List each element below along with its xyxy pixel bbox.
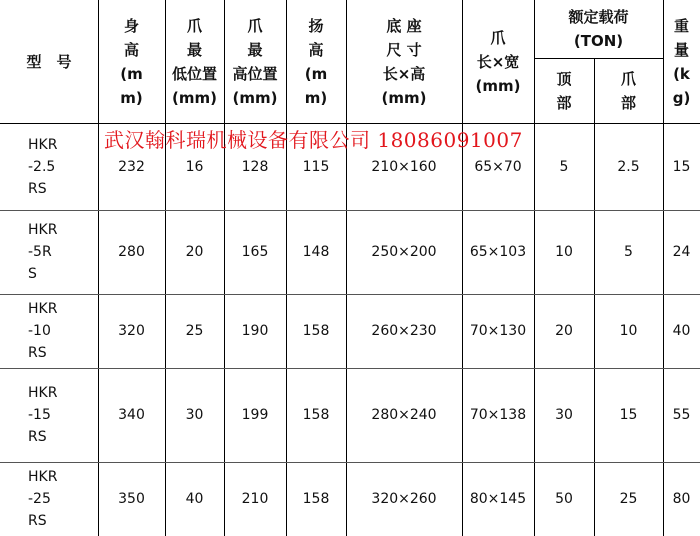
row-cell-base: 210×160	[371, 158, 437, 175]
row-cell-claw-max: 210	[241, 491, 269, 507]
row-cell-claw-size: 65×103	[469, 244, 527, 260]
row-cell-top: 20	[555, 323, 573, 339]
row-cell-weight: 55	[672, 407, 691, 423]
row-model: HKR-25RS	[28, 469, 58, 529]
company-watermark: 武汉翰科瑞机械设备有限公司 18086091007	[104, 128, 523, 152]
header-lift: 扬 高 (m m)	[304, 16, 328, 107]
row-cell-claw-max: 165	[241, 244, 269, 260]
header-rated-load: 额定载荷 (TON)	[568, 8, 629, 50]
grid-line	[0, 210, 700, 211]
grid-line	[0, 462, 700, 463]
row-cell-claw: 15	[619, 407, 638, 423]
row-cell-weight: 80	[672, 491, 691, 507]
row-cell-claw-size: 80×145	[469, 491, 527, 507]
grid-line	[462, 0, 463, 536]
row-cell-claw: 5	[624, 244, 633, 260]
row-cell-claw: 2.5	[617, 158, 640, 175]
row-cell-base: 280×240	[371, 407, 437, 423]
row-cell-base: 250×200	[371, 244, 437, 260]
row-cell-top: 30	[555, 407, 573, 423]
row-cell-body-height: 280	[118, 244, 145, 260]
row-cell-base: 320×260	[371, 491, 437, 507]
row-model: HKR-10RS	[28, 301, 58, 361]
row-cell-claw: 25	[619, 491, 638, 507]
grid-line	[346, 0, 347, 536]
row-cell-lift: 158	[302, 491, 330, 507]
header-claw-min: 爪 最 低位置 (mm)	[171, 16, 217, 107]
grid-line	[534, 58, 663, 59]
row-model: HKR-2.5RS	[28, 136, 58, 197]
row-cell-weight: 15	[672, 158, 691, 175]
row-cell-lift: 158	[302, 323, 330, 339]
row-cell-lift: 115	[302, 158, 330, 175]
grid-line	[0, 294, 700, 295]
header-weight: 重 量 (k g)	[672, 16, 691, 107]
row-cell-claw-min: 16	[185, 158, 204, 175]
row-cell-claw-max: 128	[241, 158, 269, 175]
header-body-height: 身 高 (m m)	[120, 16, 143, 107]
grid-line	[534, 0, 535, 536]
row-cell-claw-min: 20	[185, 244, 204, 260]
row-cell-weight: 24	[672, 244, 691, 260]
header-model: 型 号	[26, 52, 72, 71]
row-cell-lift: 148	[302, 244, 330, 260]
row-cell-claw-size: 70×130	[469, 323, 527, 339]
row-model: HKR-15RS	[28, 385, 58, 445]
row-cell-top: 10	[555, 244, 573, 260]
row-cell-claw-max: 190	[241, 323, 269, 339]
row-cell-body-height: 340	[118, 407, 145, 423]
row-cell-claw-size: 70×138	[469, 407, 527, 423]
header-claw: 爪 部	[620, 69, 636, 112]
row-cell-weight: 40	[672, 323, 691, 339]
row-cell-top: 5	[559, 158, 569, 175]
grid-line	[224, 0, 225, 536]
grid-line	[286, 0, 287, 536]
grid-line	[663, 0, 664, 536]
row-model: HKR-5RS	[28, 222, 58, 282]
row-cell-claw-max: 199	[241, 407, 269, 423]
row-cell-claw-size: 65×70	[474, 158, 522, 175]
row-cell-body-height: 232	[118, 158, 145, 175]
header-base: 底 座 尺 寸 长×高 (mm)	[381, 16, 427, 107]
row-cell-body-height: 350	[118, 491, 145, 507]
grid-line	[98, 0, 99, 536]
row-cell-claw-min: 40	[185, 491, 204, 507]
row-cell-base: 260×230	[371, 323, 437, 339]
row-cell-body-height: 320	[118, 323, 145, 339]
grid-line	[165, 0, 166, 536]
row-cell-claw-min: 30	[185, 407, 204, 423]
header-claw-size: 爪 长×宽 (mm)	[475, 28, 521, 95]
row-cell-lift: 158	[302, 407, 330, 423]
row-cell-claw: 10	[619, 323, 638, 339]
header-top: 顶 部	[556, 69, 572, 112]
row-cell-claw-min: 25	[185, 323, 204, 339]
grid-line	[0, 368, 700, 369]
row-cell-top: 50	[555, 491, 573, 507]
header-claw-max: 爪 最 高位置 (mm)	[232, 16, 278, 107]
grid-line	[594, 58, 595, 536]
